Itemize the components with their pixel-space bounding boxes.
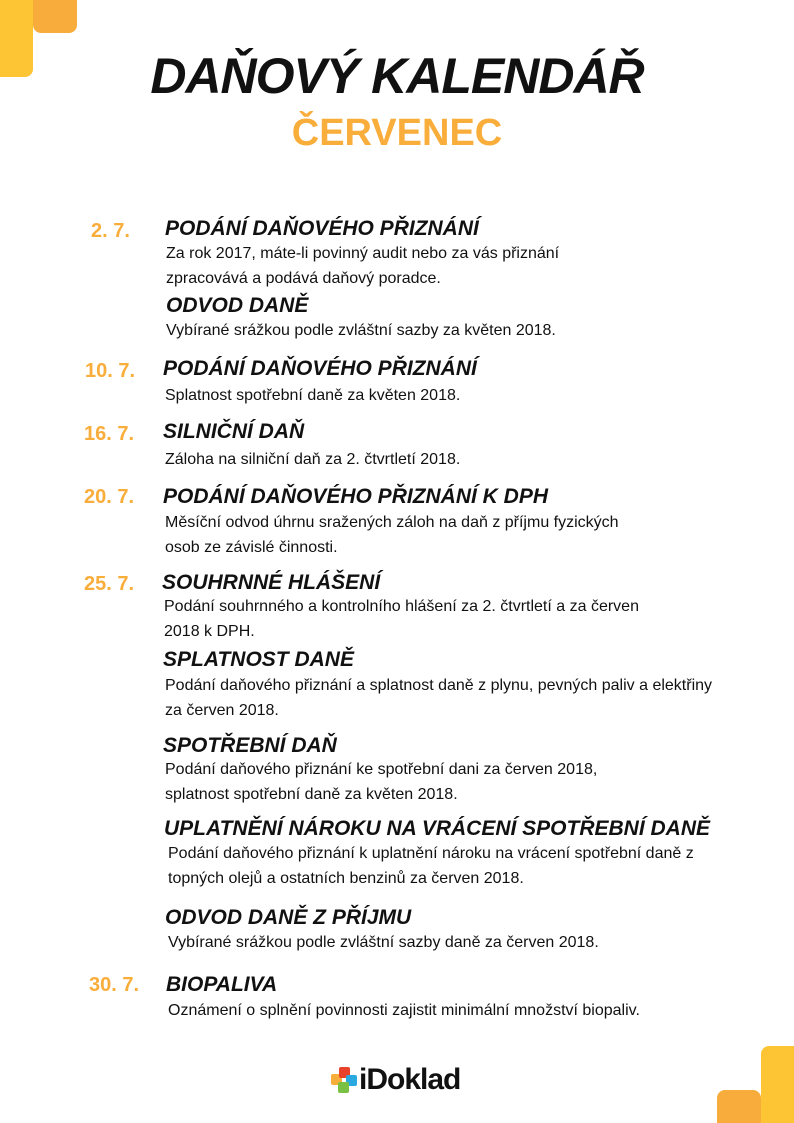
logo-text: iDoklad [359, 1063, 461, 1096]
entry-heading: UPLATNĚNÍ NÁROKU NA VRÁCENÍ SPOTŘEBNÍ DANĚ [164, 817, 711, 840]
corner-decoration-bottom-right [716, 1045, 794, 1123]
entry-heading: SPOTŘEBNÍ DAŇ [163, 734, 337, 757]
entry-heading: BIOPALIVA [166, 973, 278, 996]
entry-heading: SOUHRNNÉ HLÁŠENÍ [162, 571, 381, 594]
entry-text: Podání souhrnného a kontrolního hlášení za 2. čtvrtletí a za červen 2018 k DPH. [164, 598, 639, 640]
entry-heading: ODVOD DANĚ [166, 294, 309, 317]
entry-heading: ODVOD DANĚ Z PŘÍJMU [165, 906, 412, 929]
entry-text: Podání daňového přiznání a splatnost daně z plynu, pevných paliv a elektřiny za červen 2018. [165, 677, 713, 719]
entry-text: Podání daňového přiznání ke spotřební dani za červen 2018, splatnost spotřební daně za květen 2018. [165, 761, 598, 803]
entry-date: 16. 7. [84, 423, 135, 445]
entry-date: 2. 7. [91, 220, 130, 242]
logo-mark-icon [331, 1067, 357, 1093]
entry-date: 30. 7. [89, 974, 140, 996]
entry-text: Záloha na silniční daň za 2. čtvrtletí 2018. [165, 451, 461, 468]
idoklad-logo [331, 1063, 460, 1097]
entry-text: Podání daňového přiznání k uplatnění nároku na vrácení spotřební daně z topných olejů a ostatních benzinů za červen 2018. [168, 845, 694, 887]
entry-date: 10. 7. [85, 360, 136, 382]
entry-heading: PODÁNÍ DAŇOVÉHO PŘIZNÁNÍ [163, 357, 477, 380]
page-title: DAŇOVÝ KALENDÁŘ [150, 48, 644, 104]
entry-text: Měsíční odvod úhrnu sražených záloh na daň z příjmu fyzických osob ze závislé činnosti. [165, 514, 619, 556]
entry-heading: SPLATNOST DANĚ [163, 648, 354, 671]
entry-heading: PODÁNÍ DAŇOVÉHO PŘIZNÁNÍ [165, 217, 479, 240]
entry-text: Vybírané srážkou podle zvláštní sazby za květen 2018. [166, 322, 556, 339]
entry-date: 20. 7. [84, 486, 135, 508]
entry-text: Za rok 2017, máte-li povinný audit nebo za vás přiznání zpracovává a podává daňový poradce. [166, 245, 560, 287]
entry-date: 25. 7. [84, 573, 135, 595]
entry-text: Oznámení o splnění povinnosti zajistit minimální množství biopaliv. [168, 1002, 640, 1019]
month-subtitle: ČERVENEC [291, 112, 503, 154]
entry-heading: SILNIČNÍ DAŇ [163, 420, 305, 443]
entry-text: Vybírané srážkou podle zvláštní sazby daně za červen 2018. [168, 934, 599, 951]
entry-text: Splatnost spotřební daně za květen 2018. [165, 387, 461, 404]
entry-heading: PODÁNÍ DAŇOVÉHO PŘIZNÁNÍ K DPH [163, 485, 549, 508]
